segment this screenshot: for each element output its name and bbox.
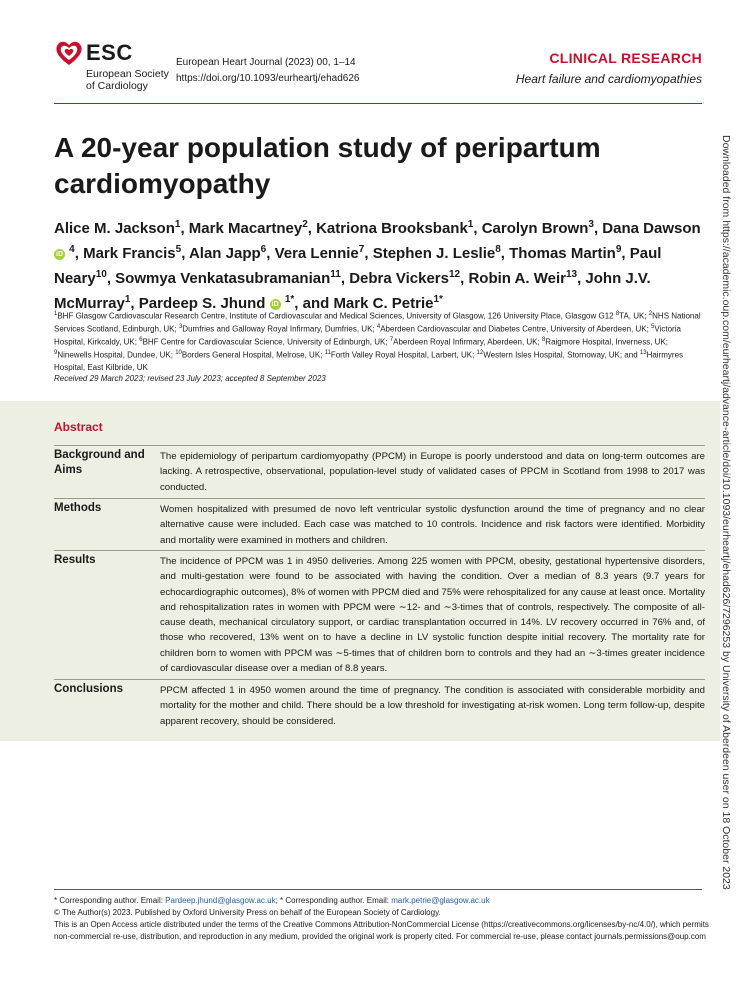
affiliation-number: 11: [324, 350, 331, 357]
abstract-divider: [54, 550, 705, 551]
affiliation-number: 9: [54, 350, 58, 357]
author-name: Mark C. Petrie: [333, 295, 434, 312]
author-affiliation-mark: 2: [302, 219, 308, 230]
author-affiliation-mark: 8: [495, 244, 501, 255]
author-affiliation-mark: 12: [448, 269, 461, 280]
author-name: Robin A. Weir: [468, 270, 566, 287]
affiliation-number: 8: [615, 311, 620, 317]
author-affiliation-mark: 1: [467, 219, 474, 230]
email-link-petrie[interactable]: mark.petrie@glasgow.ac.uk: [391, 896, 490, 905]
abstract-section-results: [54, 553, 705, 677]
corr-label-1: * Corresponding author. Email:: [54, 896, 166, 905]
author-affiliation-mark: 7: [358, 244, 365, 255]
author-list: Alice M. Jackson$^1$, Mark Macartney$^2$, Katriona Brooksbank$^1$, Carolyn Brown$^3$, Dana Dawson iD $^4$, Mark Francis$^5$, Alan Japp$^6$, Vera Lennie$^7$, Stephen J. Leslie$^8$, Thomas Martin$^9$, Paul Neary$^{10}$, Sowmya Venkatasubramanian$^{11}$, Debra Vickers$^{12}$, Robin A. Weir$^{13}$, John J.V. McMurray$^1$, Pardeep S. Jhund iD $^{1*}$, and Mark C. Petrie$^{1*}$: [54, 219, 701, 312]
author-affiliation-mark: 11: [330, 269, 341, 280]
author-name: Alan Japp: [188, 245, 261, 262]
esc-logo: [54, 38, 174, 96]
author-name: Mark Macartney: [188, 220, 303, 237]
journal-info: [176, 55, 359, 87]
abstract-section-background: [54, 448, 705, 498]
author-name: Debra Vickers: [349, 270, 449, 287]
heart-logo-icon: [54, 38, 84, 68]
author-affiliation-mark: 1: [124, 294, 131, 305]
author-affiliation-mark: 5: [175, 244, 182, 255]
section-subtitle: Heart failure and cardiomyopathies: [515, 72, 702, 86]
affiliation-number: 3: [178, 324, 183, 331]
article-title: A 20-year population study of peripartum cardiomyopathy: [54, 132, 601, 199]
author-name: Katriona Brooksbank: [316, 220, 468, 237]
abstract-divider: [54, 445, 705, 446]
footer-rule: [54, 889, 702, 890]
orcid-icon[interactable]: iD: [271, 300, 279, 308]
author-name: Paul Neary: [54, 245, 662, 287]
author-name: Dana Dawson: [602, 220, 701, 237]
author-name: Alice M. Jackson: [54, 220, 175, 237]
copyright-notice: © The Author(s) 2023. Published by Oxford University Press on behalf of the European Society of Cardiology.: [54, 908, 441, 917]
author-name: Sowmya Venkatasubramanian: [115, 270, 331, 287]
email-link-jhund[interactable]: Pardeep.jhund@glasgow.ac.uk: [165, 896, 276, 905]
author-affiliation-mark: 13: [565, 269, 578, 280]
affiliation-number: 7: [389, 337, 394, 344]
abstract-label-methods: Methods: [54, 502, 102, 514]
logo-esc-text: ESC: [86, 40, 133, 65]
abstract-text-results: The incidence of PPCM was 1 in 4950 deliveries. Among 225 women with PPCM, obesity, gestational hypertensive disorders, and multi-gestation were found to be associated with having the condition. Over a median of 8.3 years (9.7 years for echocardiographic outcomes), 8% of women with PPCM died and 75% were rehospitalized for any cause at least once. Mortality and rehospitalization rates in women with PPCM were ∼12- and ∼3-times that of controls, respectively. The composite of all-cause death, mechanical circulatory support, or cardiac transplantation occurred in 14%. LV recovery occurred in 76% and, of those who recovered, 13% went on to have a decline in LV systolic function despite initial recovery. The mortality rate for children born to women with PPCM was ∼5-times that of children born to controls and they had an ∼3-times greater incidence of cardiovascular disease over a median of 8.8 years.: [160, 556, 705, 675]
logo-line-1: European Society: [86, 68, 169, 80]
abstract-divider: [54, 498, 705, 499]
abstract-label-background: Background and Aims: [54, 449, 145, 476]
abstract-section-conclusions: [54, 682, 705, 732]
abstract-label-conclusions: Conclusions: [54, 683, 124, 695]
author-affiliation-mark: 4: [69, 244, 75, 255]
affiliation-number: 2: [648, 311, 653, 317]
header-rule: [54, 103, 702, 104]
affiliation-number: 12: [476, 350, 484, 357]
author-affiliation-mark: 1: [174, 219, 181, 230]
abstract-text-conclusions: PPCM affected 1 in 4950 women around the time of pregnancy. The condition is associated with considerable morbidity and mortality for the mother and child. There should be a low threshold for investigating at-risk women. Long term follow-up, despite apparent recovery, should be considered.: [160, 685, 705, 727]
author-affiliation-mark: 3: [588, 219, 594, 230]
affiliation-number: 5: [651, 324, 655, 331]
affiliation-number: 8: [541, 337, 546, 344]
author-name: Carolyn Brown: [481, 220, 589, 237]
author-name: Stephen J. Leslie: [372, 245, 496, 262]
corresponding-authors: [54, 895, 714, 907]
author-affiliation-mark: 10: [95, 269, 107, 280]
author-name: Mark Francis: [83, 245, 176, 262]
affiliations: $^1$BHF Glasgow Cardiovascular Research Centre, Institute of Cardiovascular and Medical Sciences, University of Glasgow, 126 University Place, Glasgow G12 $^8$TA, UK; $^2$NHS National Services Scotland, Edinburgh, UK; $^3$Dumfries and Galloway Royal Infirmary, Dumfries, UK; $^4$Aberdeen Cardiovascular and Diabetes Centre, University of Aberdeen, UK; $^5$Victoria Hospital, Kirkcaldy, UK; $^6$BHF Centre for Cardiovascular Science, University of Edinburgh, UK; $^7$Aberdeen Royal Infirmary, Aberdeen, UK; $^8$Raigmore Hospital, Inverness, UK; $^9$Ninewells Hospital, Dundee, UK; $^{10}$Borders General Hospital, Melrose, UK; $^{11}$Forth Valley Royal Hospital, Larbert, UK; $^{12}$Western Isles Hospital, Stornoway, UK; and $^{13}$Hairmyres Hospital, East Kilbride, UK: [54, 311, 701, 372]
author-affiliation-mark: 1*: [433, 294, 443, 305]
author-affiliation-mark: 1*: [284, 294, 295, 305]
download-watermark-text: Downloaded from https://academic.oup.com/eurheartj/advance-article/doi/10.1093/eurheartj/ehad626/7296253 by University of Aberdeen user on 18 October 2023: [720, 135, 732, 890]
author-name: Thomas Martin: [509, 245, 616, 262]
abstract-text-methods: Women hospitalized with presumed de novo left ventricular systolic dysfunction around the time of pregnancy and no clear alternative cause were included. Each case was matched to 10 controls. Incidence and risk factors were identified. Morbidity and mortality were examined in mothers and children.: [160, 504, 705, 546]
abstract-text-background: The epidemiology of peripartum cardiomyopathy (PPCM) in Europe is poorly understood and data on long-term outcomes are lacking. A retrospective, observational, population-level study of validated cases of PPCM in Scotland from 1998 to 2017 was conducted.: [160, 451, 705, 493]
affiliation-number: 10: [175, 350, 182, 357]
affiliation-number: 1: [54, 311, 58, 317]
abstract-label-results: Results: [54, 554, 96, 566]
affiliation-number: 4: [376, 324, 381, 331]
download-watermark: [720, 135, 740, 890]
received-dates: Received 29 March 2023; revised 23 July 2023; accepted 8 September 2023: [54, 374, 326, 383]
author-name: John J.V. McMurray: [54, 270, 651, 312]
orcid-icon[interactable]: iD: [56, 250, 63, 258]
abstract-divider: [54, 679, 705, 680]
corr-label-2: ; * Corresponding author. Email:: [275, 896, 392, 905]
author-affiliation-mark: 6: [260, 244, 267, 255]
author-name: Pardeep S. Jhund: [138, 295, 266, 312]
logo-line-2: of Cardiology: [86, 80, 148, 92]
author-name: Vera Lennie: [274, 245, 359, 262]
affiliation-number: 13: [639, 350, 647, 357]
abstract-section-methods: [54, 501, 705, 549]
affiliation-number: 6: [139, 337, 143, 344]
journal-doi[interactable]: https://doi.org/10.1093/eurheartj/ehad626: [176, 73, 360, 84]
section-title: CLINICAL RESEARCH: [549, 50, 702, 66]
author-affiliation-mark: 9: [615, 244, 622, 255]
license-notice: This is an Open Access article distributed under the terms of the Creative Commons Attribution-NonCommercial License (https://creativecommons.org/licenses/by-nc/4.0/), which permits non-commercial re-use, distribution, and reproduction in any medium, provided the original work is properly cited. For commercial re-use, please contact journals.permissions@oup.com: [54, 920, 709, 941]
abstract-heading: Abstract: [54, 420, 103, 434]
journal-citation: European Heart Journal (2023) 00, 1–14: [176, 57, 356, 68]
